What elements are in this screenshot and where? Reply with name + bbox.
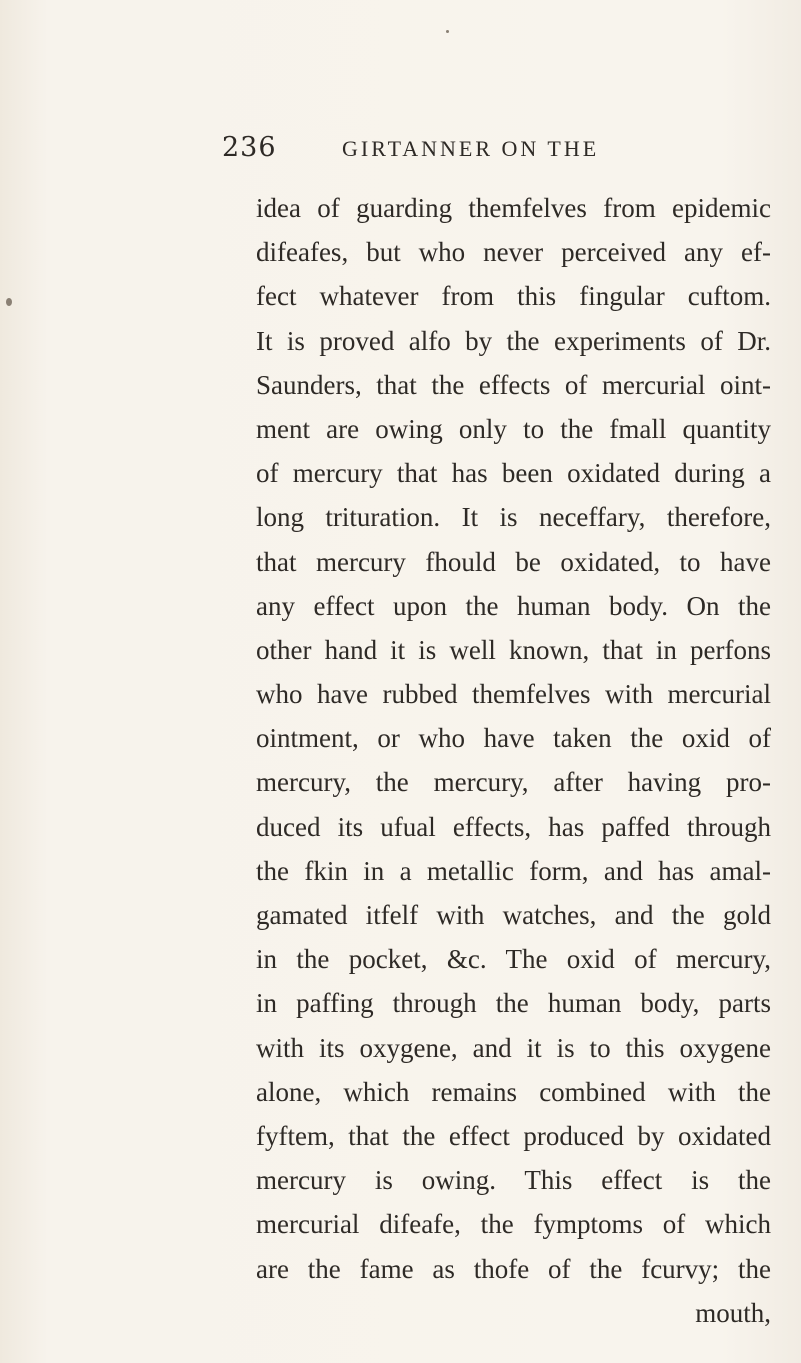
text-line: in paffing through the human body, parts <box>256 988 771 1019</box>
catchword: mouth, <box>695 1297 771 1328</box>
text-line: long trituration. It is neceffary, therefore, <box>256 502 771 533</box>
text-line: mercury, the mercury, after having pro- <box>256 767 771 798</box>
text-line: the fkin in a metallic form, and has amal- <box>256 855 771 886</box>
text-line: duced its ufual effects, has paffed through <box>256 811 771 842</box>
paper-speck <box>446 30 449 33</box>
text-line: of mercury that has been oxidated during a <box>256 458 771 489</box>
running-head: GIRTANNER ON THE <box>342 136 600 161</box>
text-line: fect whatever from this fingular cuftom. <box>256 281 771 312</box>
text-line: alone, which remains combined with the <box>256 1076 771 1107</box>
text-line: ointment, or who have taken the oxid of <box>256 723 771 754</box>
page-header <box>222 132 682 172</box>
page-number: 236 <box>222 132 277 163</box>
text-line: difeafes, but who never perceived any ef- <box>256 237 771 268</box>
paper-speck <box>6 298 12 306</box>
body-text <box>256 186 796 1335</box>
text-line: mercurial difeafe, the fymptoms of which <box>256 1209 771 1240</box>
text-line: with its oxygene, and it is to this oxygene <box>256 1032 771 1063</box>
text-line: in the pocket, &c. The oxid of mercury, <box>256 944 771 975</box>
text-line: that mercury fhould be oxidated, to have <box>256 546 771 577</box>
text-line: mercury is owing. This effect is the <box>256 1165 771 1196</box>
text-line: fyftem, that the effect produced by oxidated <box>256 1120 771 1151</box>
text-line: are the fame as thofe of the fcurvy; the <box>256 1253 771 1284</box>
text-line: idea of guarding themfelves from epidemic <box>256 193 771 223</box>
text-line: gamated itfelf with watches, and the gold <box>256 900 771 930</box>
text-line: Saunders, that the effects of mercurial oint- <box>256 369 771 400</box>
text-line: other hand it is well known, that in perfons <box>256 634 771 665</box>
text-line: It is proved alfo by the experiments of Dr. <box>256 325 771 356</box>
text-line: any effect upon the human body. On the <box>256 590 771 621</box>
text-line: ment are owing only to the fmall quantity <box>256 413 771 444</box>
text-line: who have rubbed themfelves with mercurial <box>256 679 771 710</box>
